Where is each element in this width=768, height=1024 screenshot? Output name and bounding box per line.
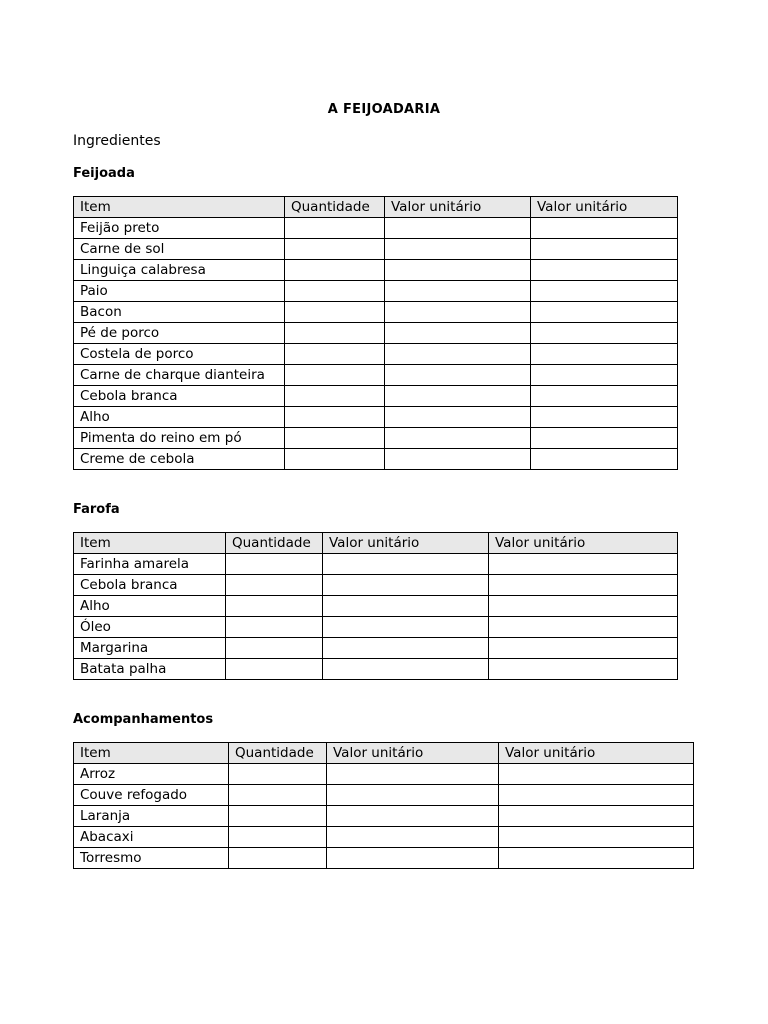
empty-cell — [531, 323, 678, 344]
section-title-feijoada: Feijoada — [73, 166, 135, 181]
empty-cell — [229, 806, 327, 827]
empty-cell — [226, 554, 323, 575]
empty-cell — [385, 302, 531, 323]
empty-cell — [385, 218, 531, 239]
empty-cell — [385, 344, 531, 365]
column-header: Valor unitário — [327, 743, 499, 764]
empty-cell — [531, 344, 678, 365]
table-row — [74, 806, 694, 827]
empty-cell — [489, 596, 678, 617]
empty-cell — [499, 806, 694, 827]
table-header-row — [74, 197, 678, 218]
item-cell: Arroz — [74, 764, 229, 785]
table-row — [74, 575, 678, 596]
empty-cell — [323, 554, 489, 575]
empty-cell — [327, 827, 499, 848]
table-row — [74, 785, 694, 806]
column-header: Valor unitário — [499, 743, 694, 764]
empty-cell — [385, 281, 531, 302]
table-row — [74, 218, 678, 239]
empty-cell — [229, 848, 327, 869]
empty-cell — [285, 365, 385, 386]
table-header-row — [74, 533, 678, 554]
empty-cell — [226, 638, 323, 659]
empty-cell — [531, 407, 678, 428]
empty-cell — [226, 659, 323, 680]
empty-cell — [531, 218, 678, 239]
table-row — [74, 302, 678, 323]
empty-cell — [489, 575, 678, 596]
section-title-farofa: Farofa — [73, 502, 120, 517]
empty-cell — [327, 764, 499, 785]
empty-cell — [323, 659, 489, 680]
empty-cell — [499, 848, 694, 869]
empty-cell — [385, 428, 531, 449]
item-cell: Couve refogado — [74, 785, 229, 806]
page-title: A FEIJOADARIA — [327, 102, 441, 117]
empty-cell — [285, 281, 385, 302]
item-cell: Abacaxi — [74, 827, 229, 848]
table-row — [74, 596, 678, 617]
empty-cell — [285, 386, 385, 407]
table-row — [74, 323, 678, 344]
empty-cell — [385, 365, 531, 386]
table-row — [74, 281, 678, 302]
ingredients-heading: Ingredientes — [73, 133, 161, 149]
table-feijoada — [73, 196, 678, 470]
empty-cell — [323, 638, 489, 659]
item-cell: Laranja — [74, 806, 229, 827]
table-row — [74, 260, 678, 281]
table-row — [74, 638, 678, 659]
empty-cell — [385, 449, 531, 470]
empty-cell — [327, 806, 499, 827]
item-cell: Paio — [74, 281, 285, 302]
item-cell: Cebola branca — [74, 386, 285, 407]
item-cell: Linguiça calabresa — [74, 260, 285, 281]
empty-cell — [226, 617, 323, 638]
empty-cell — [489, 554, 678, 575]
table-row — [74, 848, 694, 869]
empty-cell — [323, 617, 489, 638]
column-header: Valor unitário — [531, 197, 678, 218]
table-row — [74, 449, 678, 470]
table-row — [74, 239, 678, 260]
item-cell: Feijão preto — [74, 218, 285, 239]
empty-cell — [499, 764, 694, 785]
empty-cell — [531, 428, 678, 449]
table-header-row — [74, 743, 694, 764]
empty-cell — [531, 365, 678, 386]
item-cell: Creme de cebola — [74, 449, 285, 470]
column-header: Quantidade — [285, 197, 385, 218]
table-row — [74, 659, 678, 680]
empty-cell — [385, 386, 531, 407]
table-row — [74, 827, 694, 848]
empty-cell — [385, 323, 531, 344]
item-cell: Farinha amarela — [74, 554, 226, 575]
empty-cell — [327, 848, 499, 869]
empty-cell — [229, 785, 327, 806]
column-header: Valor unitário — [323, 533, 489, 554]
table-row — [74, 428, 678, 449]
empty-cell — [531, 239, 678, 260]
empty-cell — [489, 638, 678, 659]
table-row — [74, 407, 678, 428]
empty-cell — [285, 449, 385, 470]
column-header: Valor unitário — [489, 533, 678, 554]
empty-cell — [531, 281, 678, 302]
section-title-acompanhamentos: Acompanhamentos — [73, 712, 214, 727]
item-cell: Cebola branca — [74, 575, 226, 596]
empty-cell — [327, 785, 499, 806]
empty-cell — [229, 764, 327, 785]
column-header: Quantidade — [226, 533, 323, 554]
empty-cell — [226, 575, 323, 596]
empty-cell — [285, 218, 385, 239]
column-header: Quantidade — [229, 743, 327, 764]
table-row — [74, 764, 694, 785]
column-header: Item — [74, 197, 285, 218]
item-cell: Pé de porco — [74, 323, 285, 344]
table-row — [74, 365, 678, 386]
table-acompanhamentos — [73, 742, 694, 869]
item-cell: Margarina — [74, 638, 226, 659]
table-farofa — [73, 532, 678, 680]
table-row — [74, 344, 678, 365]
empty-cell — [489, 659, 678, 680]
empty-cell — [531, 260, 678, 281]
empty-cell — [531, 449, 678, 470]
table-row — [74, 386, 678, 407]
item-cell: Bacon — [74, 302, 285, 323]
item-cell: Torresmo — [74, 848, 229, 869]
empty-cell — [499, 827, 694, 848]
empty-cell — [285, 428, 385, 449]
empty-cell — [285, 302, 385, 323]
empty-cell — [489, 617, 678, 638]
item-cell: Pimenta do reino em pó — [74, 428, 285, 449]
empty-cell — [226, 596, 323, 617]
empty-cell — [385, 239, 531, 260]
empty-cell — [285, 239, 385, 260]
empty-cell — [531, 386, 678, 407]
column-header: Item — [74, 533, 226, 554]
item-cell: Carne de charque dianteira — [74, 365, 285, 386]
empty-cell — [385, 260, 531, 281]
item-cell: Alho — [74, 407, 285, 428]
table-row — [74, 617, 678, 638]
item-cell: Carne de sol — [74, 239, 285, 260]
empty-cell — [323, 596, 489, 617]
item-cell: Batata palha — [74, 659, 226, 680]
empty-cell — [285, 344, 385, 365]
empty-cell — [385, 407, 531, 428]
item-cell: Costela de porco — [74, 344, 285, 365]
empty-cell — [285, 407, 385, 428]
item-cell: Óleo — [74, 617, 226, 638]
empty-cell — [499, 785, 694, 806]
column-header: Valor unitário — [385, 197, 531, 218]
empty-cell — [285, 323, 385, 344]
item-cell: Alho — [74, 596, 226, 617]
table-row — [74, 554, 678, 575]
empty-cell — [531, 302, 678, 323]
empty-cell — [229, 827, 327, 848]
empty-cell — [323, 575, 489, 596]
column-header: Item — [74, 743, 229, 764]
empty-cell — [285, 260, 385, 281]
